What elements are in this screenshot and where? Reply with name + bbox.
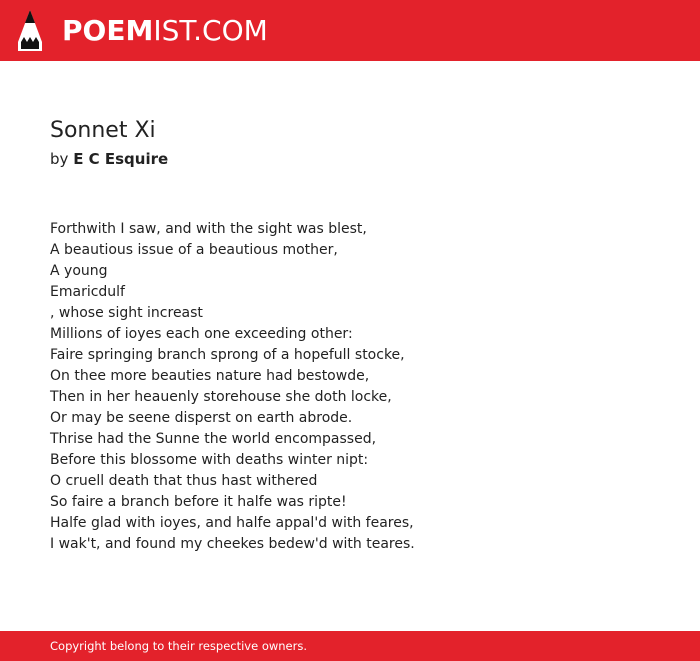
site-logo[interactable] <box>62 13 268 49</box>
author-name: E C Esquire <box>73 150 169 168</box>
site-header <box>0 0 700 61</box>
site-footer <box>0 631 700 661</box>
poem-line: A beautious issue of a beautious mother, <box>50 242 338 258</box>
poem-body <box>50 219 670 555</box>
by-label: by <box>50 150 69 168</box>
poem-line: Before this blossome with deaths winter nipt: <box>50 452 369 468</box>
poem-line: Then in her heauenly storehouse she doth locke, <box>50 389 392 405</box>
logo-text-light: IST.COM <box>153 14 268 47</box>
poem-line: Or may be seene disperst on earth abrode. <box>50 410 353 426</box>
poem-title: Sonnet Xi <box>50 118 156 143</box>
poem-line: Thrise had the Sunne the world encompassed, <box>50 431 377 447</box>
poem-line: Faire springing branch sprong of a hopefull stocke, <box>50 347 405 363</box>
copyright-text: Copyright belong to their respective owners. <box>50 639 308 653</box>
byline <box>50 149 168 169</box>
poem-line: O cruell death that thus hast withered <box>50 473 318 489</box>
poem-line: Millions of ioyes each one exceeding other: <box>50 326 353 342</box>
poem-line: On thee more beauties nature had bestowde, <box>50 368 370 384</box>
poem-line: So faire a branch before it halfe was ripte! <box>50 494 347 510</box>
poem-line: Emaricdulf <box>50 284 125 300</box>
poem-line: , whose sight increast <box>50 305 203 321</box>
poem-line: A young <box>50 263 108 279</box>
pencil-tip-icon[interactable] <box>17 9 43 52</box>
poem-line: I wak't, and found my cheekes bedew'd with teares. <box>50 536 415 552</box>
poem-line: Forthwith I saw, and with the sight was blest, <box>50 221 367 237</box>
poem-line: Halfe glad with ioyes, and halfe appal'd with feares, <box>50 515 414 531</box>
logo-text-bold: POEM <box>62 14 154 47</box>
